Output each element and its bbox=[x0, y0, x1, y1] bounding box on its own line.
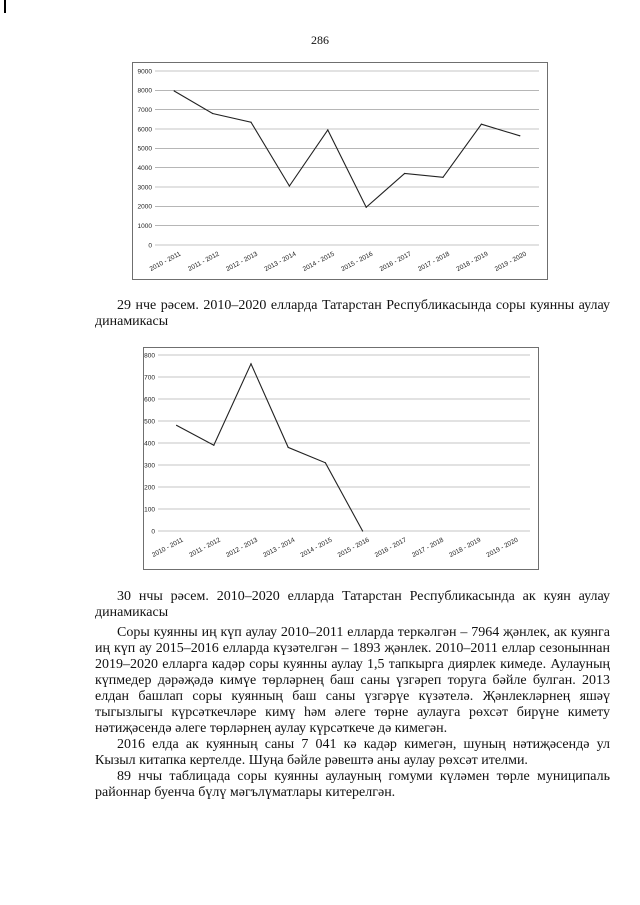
data-point bbox=[519, 135, 520, 136]
x-tick-label: 2019 - 2020 bbox=[493, 250, 528, 274]
y-tick-label: 0 bbox=[151, 528, 155, 536]
x-tick-label: 2017 - 2018 bbox=[417, 250, 451, 274]
x-tick-label: 2016 - 2017 bbox=[373, 536, 408, 560]
y-tick-label: 600 bbox=[144, 396, 155, 404]
x-tick-label: 2018 - 2019 bbox=[455, 250, 490, 274]
data-point bbox=[362, 530, 363, 531]
chart-white-hare bbox=[143, 347, 539, 570]
data-point bbox=[213, 445, 214, 446]
y-tick-label: 700 bbox=[144, 374, 155, 382]
data-point bbox=[481, 124, 482, 125]
x-tick-label: 2010 - 2011 bbox=[148, 250, 183, 273]
figure-29-caption: 29 нче рәсем. 2010–2020 елларда Татарстан Республикасында соры куянны аулау динамикасы bbox=[95, 298, 610, 329]
data-point bbox=[442, 177, 443, 178]
data-point bbox=[288, 447, 289, 448]
series-line bbox=[177, 364, 363, 531]
x-tick-label: 2012 - 2013 bbox=[225, 250, 259, 274]
y-tick-label: 200 bbox=[144, 484, 155, 492]
data-point bbox=[212, 113, 213, 114]
y-tick-label: 3000 bbox=[137, 184, 152, 192]
x-tick-label: 2015 - 2016 bbox=[336, 536, 371, 560]
x-tick-label: 2014 - 2015 bbox=[301, 250, 336, 274]
x-tick-label: 2011 - 2012 bbox=[187, 250, 221, 273]
data-point bbox=[250, 122, 251, 123]
x-tick-label: 2018 - 2019 bbox=[448, 536, 483, 560]
y-tick-label: 9000 bbox=[137, 68, 152, 76]
x-tick-label: 2013 - 2014 bbox=[263, 250, 298, 274]
data-point bbox=[327, 129, 328, 130]
series-line bbox=[174, 91, 520, 207]
x-tick-label: 2011 - 2012 bbox=[188, 536, 222, 559]
data-point bbox=[325, 462, 326, 463]
chart-svg bbox=[144, 348, 538, 569]
y-tick-label: 4000 bbox=[137, 164, 152, 172]
x-tick-label: 2017 - 2018 bbox=[411, 536, 445, 560]
x-tick-label: 2016 - 2017 bbox=[378, 250, 413, 274]
paragraph: Соры куянны иң күп аулау 2010–2011 елларда теркәлгән – 7964 җәнлек, ак куянга иң күп ау 2015–2016 елларда күзәтелгән – 1893 җәнлек. 2010–2011 еллар сезоныннан 2019–2020 елларга кадәр соры куянны аулау 1,5 тапкырга диярлек кимеде. Аулауның күпмедер дәрәҗәдә кимүе төрләрнең баш саны үзгәреп торуга бәйле булган. 2013 елдан башлап соры куянның баш саны үзгәрүе күзәтелә. Җәнлекләрнең яшәү тыгызлыгы күрсәткечләре кимү һәм әлеге төрне аулауга рөхсәт бирүне кимету нәтиҗәсендә әлеге төрләрнең аулау күрсәткече дә кимегән. bbox=[95, 625, 610, 736]
data-point bbox=[250, 363, 251, 364]
y-tick-label: 8000 bbox=[137, 87, 152, 95]
y-tick-label: 5000 bbox=[137, 145, 152, 153]
y-tick-label: 300 bbox=[144, 462, 155, 470]
y-tick-label: 800 bbox=[144, 352, 155, 360]
data-point bbox=[176, 425, 177, 426]
y-tick-label: 0 bbox=[148, 242, 152, 250]
scan-edge-mark bbox=[4, 0, 6, 13]
x-tick-label: 2019 - 2020 bbox=[485, 536, 520, 560]
figure-30-caption: 30 нчы рәсем. 2010–2020 елларда Татарстан Республикасында ак куян аулау динамикасы bbox=[95, 589, 610, 620]
y-tick-label: 500 bbox=[144, 418, 155, 426]
y-tick-label: 2000 bbox=[137, 203, 152, 211]
body-text bbox=[95, 625, 610, 801]
chart-svg bbox=[133, 63, 547, 279]
x-tick-label: 2012 - 2013 bbox=[225, 536, 259, 560]
y-tick-label: 100 bbox=[144, 506, 155, 514]
chart-gray-hare bbox=[132, 62, 548, 280]
x-tick-label: 2015 - 2016 bbox=[340, 250, 375, 274]
y-tick-label: 6000 bbox=[137, 126, 152, 134]
page-number: 286 bbox=[311, 33, 329, 47]
y-tick-label: 400 bbox=[144, 440, 155, 448]
data-point bbox=[174, 90, 175, 91]
y-tick-label: 1000 bbox=[137, 222, 152, 230]
x-tick-label: 2013 - 2014 bbox=[262, 536, 297, 560]
paragraph: 2016 елда ак куянның саны 7 041 кә кадәр кимегән, шуның нәтиҗәсендә ул Кызыл китапка кертелде. Шуңа бәйле рәвештә аны аулау рөхсәт ителми. bbox=[95, 737, 610, 768]
data-point bbox=[404, 173, 405, 174]
paragraph: 89 нчы таблицада соры куянны аулауның гомуми күләмен төрле муниципаль районнар буенча бүлү мәгълүматлары китерелгән. bbox=[95, 769, 610, 800]
x-tick-label: 2014 - 2015 bbox=[299, 536, 334, 560]
x-tick-label: 2010 - 2011 bbox=[151, 536, 185, 559]
data-point bbox=[366, 207, 367, 208]
data-point bbox=[289, 185, 290, 186]
y-tick-label: 7000 bbox=[137, 106, 152, 114]
